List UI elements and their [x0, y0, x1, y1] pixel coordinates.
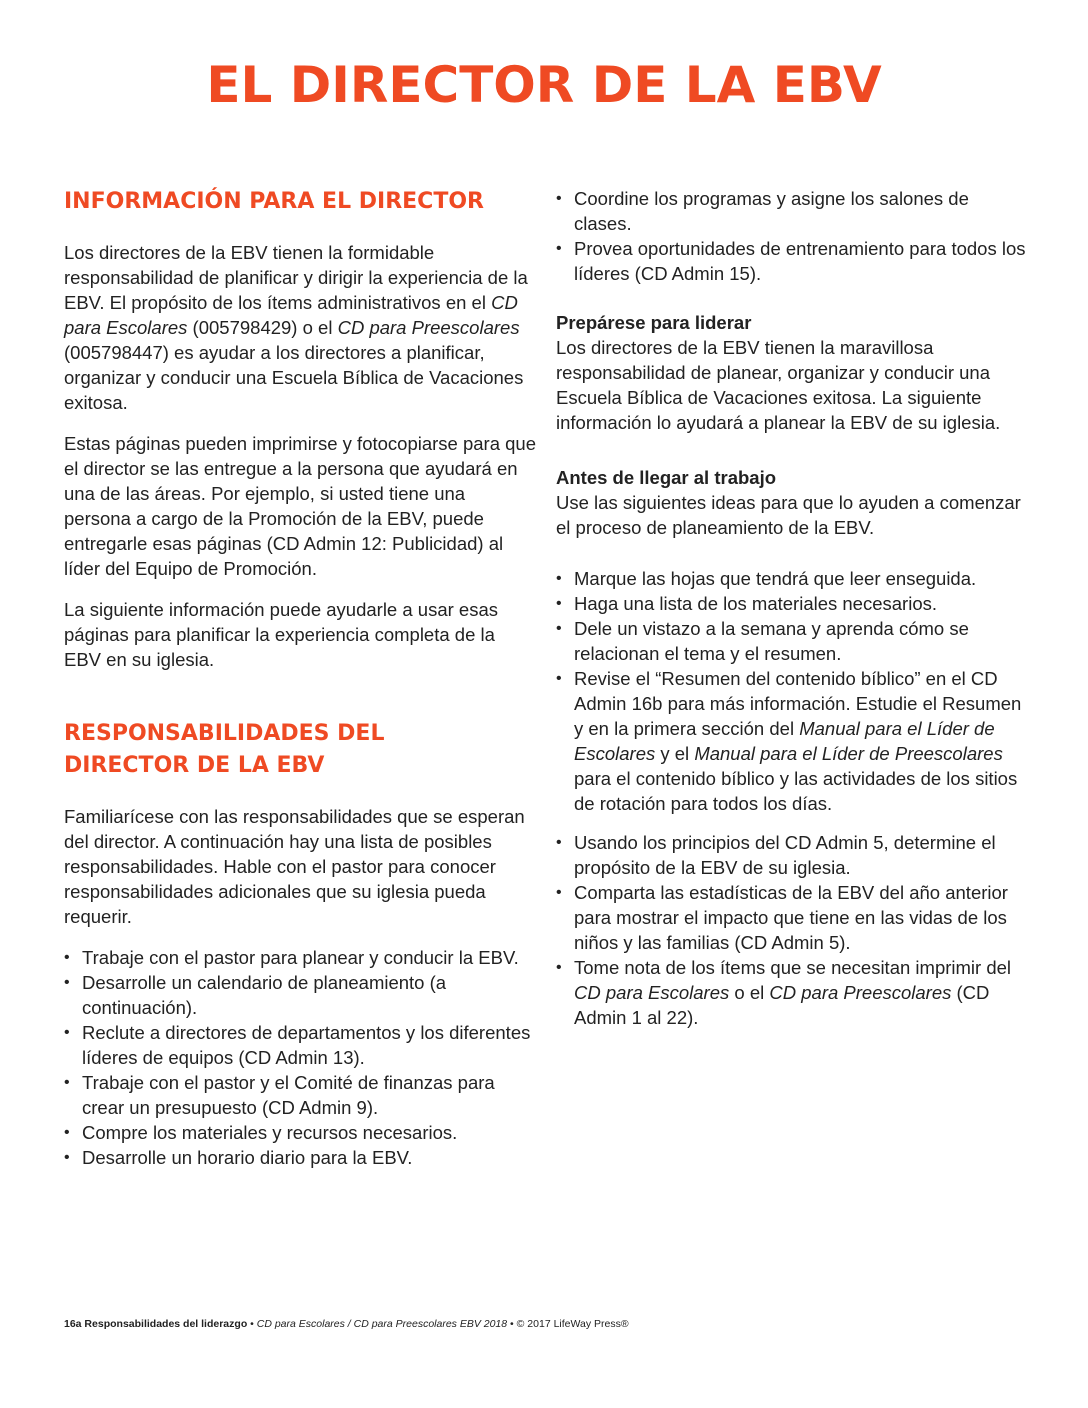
list-item: • Tome nota de los ítems que se necesitan imprimir del CD para Escolares o el CD para Preescolares (CD Admin 1 al 22).: [556, 955, 1026, 1030]
info-paragraph-2: Estas páginas pueden imprimirse y fotocopiarse para que el director se las entregue a la persona que ayudará en una de las áreas. Por ejemplo, si usted tiene una persona a cargo de la Promoción de la EBV, puede entregarle esas páginas (CD Admin 12: Publicidad) al líder del Equipo de Promoción.: [64, 433, 537, 579]
continued-responsibilities-list: [556, 186, 1026, 286]
list-item: • Compre los materiales y recursos necesarios.: [64, 1120, 536, 1145]
list-item: • Dele un vistazo a la semana y aprenda cómo se relacionan el tema y el resumen.: [556, 616, 1026, 666]
footer-copyright: © 2017 LifeWay Press®: [516, 1318, 629, 1330]
subheading-before-work: Antes de llegar al trabajo: [556, 467, 777, 488]
list-item: • Reclute a directores de departamentos y los diferentes líderes de equipos (CD Admin 13).: [64, 1020, 536, 1070]
info-paragraph-1: Los directores de la EBV tienen la formidable responsabilidad de planificar y dirigir la experiencia de la EBV. El propósito de los ítems administrativos en el CD para Escolares (005798429) o el CD para Preescolares (005798447) es ayudar a los directores a planificar, organizar y conducir una Escuela Bíblica de Vacaciones exitosa.: [64, 242, 528, 413]
list-item: • Desarrolle un horario diario para la EBV.: [64, 1145, 536, 1170]
responsibilities-list: [64, 945, 536, 1170]
footer-product: CD para Escolares / CD para Preescolares EBV 2018: [256, 1318, 508, 1330]
list-item: • Revise el “Resumen del contenido bíblico” en el CD Admin 16b para más información. Estudie el Resumen y en la primera sección del Manual para el Líder de Escolares y el Manual para el Líder de Preescolares para el contenido bíblico y las actividades de los sitios de rotación para todos los días.: [556, 666, 1026, 816]
subheading-prepare: Prepárese para liderar: [556, 312, 752, 333]
list-item: • Trabaje con el pastor y el Comité de finanzas para crear un presupuesto (CD Admin 9).: [64, 1070, 536, 1120]
ideas-list-b: [556, 830, 1026, 1030]
info-paragraph-3: La siguiente información puede ayudarle a usar esas páginas para planificar la experiencia completa de la EBV en su iglesia.: [64, 599, 499, 670]
page-title: EL DIRECTOR DE LA EBV: [206, 56, 882, 114]
list-item: • Comparta las estadísticas de la EBV del año anterior para mostrar el impacto que tiene en las vidas de los niños y las familias (CD Admin 5).: [556, 880, 1026, 955]
responsibilities-intro: Familiarícese con las responsabilidades que se esperan del director. A continuación hay una lista de posibles responsabilidades. Hable con el pastor para conocer responsabilidades adicionales que su iglesia pueda requerir.: [64, 806, 525, 927]
list-item: • Desarrolle un calendario de planeamiento (a continuación).: [64, 970, 536, 1020]
page-footer: 16a Responsabilidades del liderazgo • CD para Escolares / CD para Preescolares EBV 2018 • © 2017 LifeWay Press®: [64, 1318, 629, 1330]
list-item: • Provea oportunidades de entrenamiento para todos los líderes (CD Admin 15).: [556, 236, 1026, 286]
section-title-info: INFORMACIÓN PARA EL DIRECTOR: [64, 189, 484, 214]
prepare-paragraph: Los directores de la EBV tienen la maravillosa responsabilidad de planear, organizar y conducir una Escuela Bíblica de Vacaciones exitosa. La siguiente información lo ayudará a planear la EBV de su iglesia.: [556, 337, 1001, 433]
list-item: • Trabaje con el pastor para planear y conducir la EBV.: [64, 945, 536, 970]
footer-page-label: 16a Responsabilidades del liderazgo: [64, 1318, 248, 1330]
list-item: • Usando los principios del CD Admin 5, determine el propósito de la EBV de su iglesia.: [556, 830, 1026, 880]
right-column: [556, 186, 1026, 1030]
list-item: • Haga una lista de los materiales necesarios.: [556, 591, 1026, 616]
ideas-list-a: [556, 566, 1026, 816]
left-column: [64, 186, 536, 1170]
list-item: • Coordine los programas y asigne los salones de clases.: [556, 186, 1026, 236]
section-title-responsibilities: RESPONSABILIDADES DEL DIRECTOR DE LA EBV: [64, 721, 385, 778]
list-item: • Marque las hojas que tendrá que leer enseguida.: [556, 566, 1026, 591]
before-work-paragraph: Use las siguientes ideas para que lo ayuden a comenzar el proceso de planeamiento de la EBV.: [556, 492, 1021, 538]
